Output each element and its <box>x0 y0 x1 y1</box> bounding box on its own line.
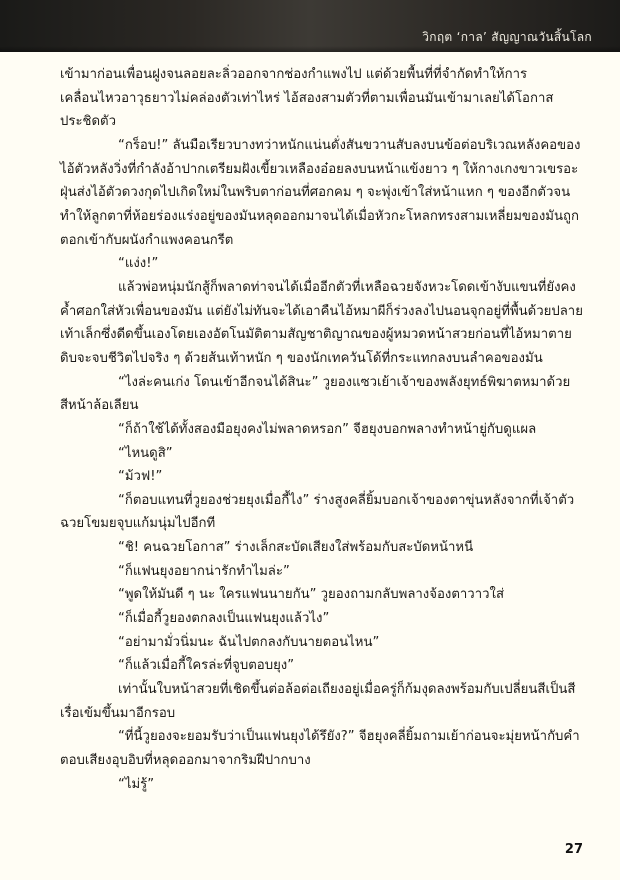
paragraph: “ก็แฟนยุงอยากน่ารักทำไมล่ะ” <box>118 563 290 579</box>
paragraph: “ม้วฟ!” <box>118 469 163 485</box>
paragraph: “ชิ! คนฉวยโอกาส” ร่างเล็กสะบัดเสียงใส่พร้อมกับสะบัดหน้าหนี <box>118 540 474 556</box>
paragraph: แล้วพ่อหนุ่มนักสู้ก็พลาดท่าจนได้เมื่ออีกตัวที่เหลือฉวยจังหวะโดดเข้างับแขนที่ยังคงค้ำศอกใส่หัวเพื่อนของมัน แต่ยังไม่ทันจะได้เอาคืนไอ้หมาผีก็ร่วงลงไปนอนจุกอยู่ที่พื้นด้วยปลายเท้าเล็กซึ่งดีดขึ้นเองโดยเองอัตโนมัติตามสัญชาติญาณของผู้หมวดหน้าสวยก่อนที่ไอ้หมาตายดิบจะจบชีวิตไปจริง ๆ ด้วยส้นเท้าหนัก ๆ ของนักเทควันโด้ที่กระแทกลงบนลำคอของมัน <box>60 279 583 366</box>
running-header-title: วิกฤต ‘กาล’ สัญญาณวันสิ้นโลก <box>422 30 592 44</box>
paragraph: “พูดให้มันดี ๆ นะ ใครแฟนนายกัน” วูยองถามกลับพลางจ้องตาวาวใส่ <box>118 587 505 603</box>
paragraph: “กร็อบ!” ลันมือเรียวบางทว่าหนักแน่นดั่งสันขวานสับลงบนข้อต่อบริเวณหลังคอของไอ้ตัวหลังวิ่งที่กำลังอ้าปากเตรียมฝังเขี้ยวเหลืองอ๋อยลงบนหน้าแข้งยาว ๆ ให้กางเกงขาวเขรอะฝุ่นส่งไอ้ตัวดวงกุดไปเกิดใหม่ในพริบตาก่อนที่ศอกคม ๆ จะพุ่งเข้าใส่หน้าแหก ๆ ของอีกตัวจนทำให้ลูกตาที่ห้อยร่องแร่งอยู่ของมันหลุดออกมาจนได้เมื่อหัวกะโหลกทรงสามเหลี่ยมของมันถูกตอกเข้ากับผนังกำแพงคอนกรีต <box>60 137 581 248</box>
paragraph: “ไงล่ะคนเก่ง โดนเข้าอีกจนได้สินะ” วูยองแซวเย้าเจ้าของพลังยุทธ์พิฆาตหมาด้วยสีหน้าล้อเลียน <box>60 374 571 414</box>
header-band <box>0 0 620 52</box>
paragraph: “ไหนดูสิ” <box>118 445 173 461</box>
paragraph: “แง่ง!” <box>118 256 159 272</box>
paragraph: “อย่ามามั่วนิ่มนะ ฉันไปตกลงกับนายตอนไหน” <box>118 634 380 650</box>
paragraph: เท่านั้นใบหน้าสวยที่เชิดขึ้นต่อล้อต่อเถียงอยู่เมื่อครู่ก็ก้มงุดลงพร้อมกับเปลี่ยนสีเป็นสีเรื่อเข้มขึ้นมาอีกรอบ <box>60 682 576 721</box>
paragraph: “ก็เมื่อกี้วูยองตกลงเป็นแฟนยุงแล้วไง” <box>118 611 330 627</box>
paragraph: “ที่นี้วูยองจะยอมรับว่าเป็นแฟนยุงได้รึยัง?” จีฮยุงคลี่ยิ้มถามเย้าก่อนจะมุ่ยหน้ากับคำตอบเสียงอุบอิบที่หลุดออกมาจากริมฝีปากบาง <box>60 729 580 769</box>
paragraph: “ไม่รู้” <box>118 776 155 792</box>
paragraph: “ก็แล้วเมื่อกี้ใครล่ะที่จูบตอบยุง” <box>118 658 295 674</box>
paragraph: “ก็ถ้าใช้ได้ทั้งสองมือยุงคงไม่พลาดหรอก” จีฮยุงบอกพลางทำหน้ายู่กับดูแผล <box>118 421 537 437</box>
body-text <box>60 63 584 796</box>
paragraph: เข้ามาก่อนเพื่อนฝูงจนลอยละลิ่วออกจากช่องกำแพงไป แต่ด้วยพื้นที่ที่จำกัดทำให้การเคลื่อนไหวอาวุธยาวไม่คล่องตัวเท่าไหร่ ไอ้สองสามตัวที่ตามเพื่อนมันเข้ามาเลยได้โอกาสประชิดตัว <box>60 67 554 130</box>
paragraph: “ก็ตอบแทนที่วูยองช่วยยุงเมื่อกี้ไง” ร่างสูงคลี่ยิ้มบอกเจ้าของตาขุ่นหลังจากที่เจ้าตัวฉวยโขมยจุบแก้มนุ่มไปอีกที <box>60 492 575 532</box>
page-number: 27 <box>564 842 583 857</box>
